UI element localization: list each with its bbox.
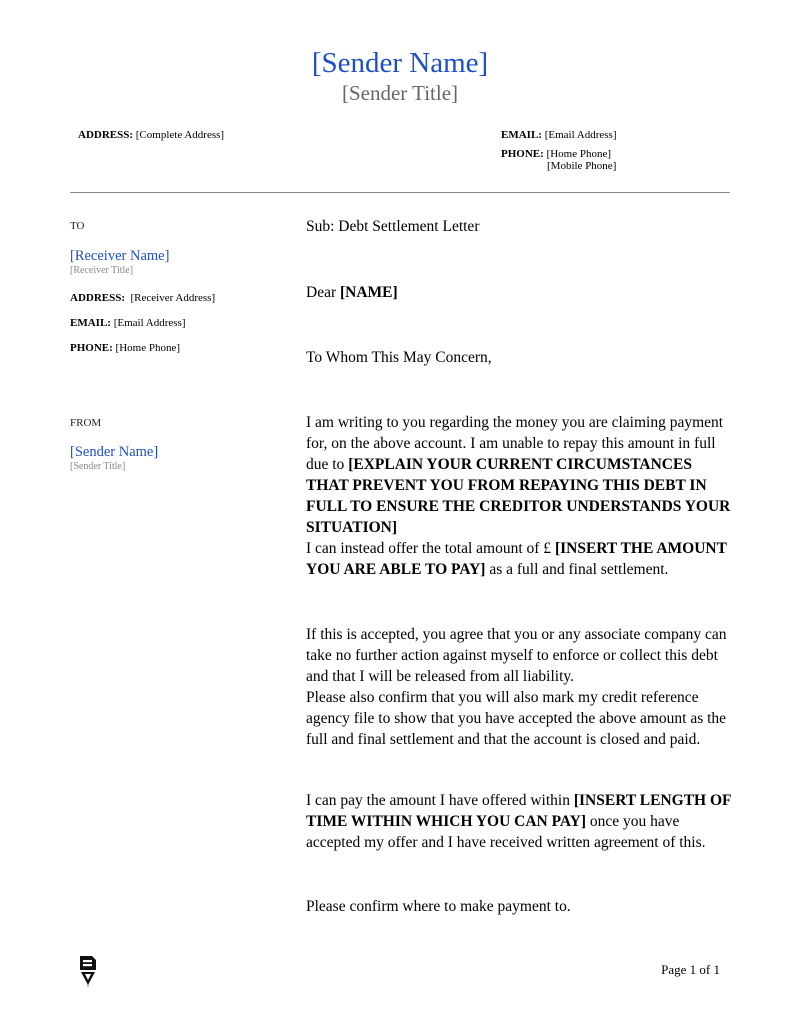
paragraph-1-main [306,412,736,538]
receiver-name: [Receiver Name] [70,248,170,264]
greeting: To Whom This May Concern, [306,349,492,366]
page-number: Page 1 of 1 [661,962,720,977]
p1-placeholder-amount: [INSERT THE AMOUNT YOU ARE ABLE TO PAY] [306,540,727,578]
paragraph-2-text: If this is accepted, you agree that you or any associate company can take no further action against myself to enforce or collect this debt and that I will be released from all liability. [306,626,727,685]
header-phone-mobile: [Mobile Phone] [547,160,617,172]
sender-name: [Sender Name] [311,47,489,79]
p4-text-a: I can pay the amount I have offered within [306,792,574,809]
receiver-address-label: ADDRESS: [70,292,126,304]
to-label: TO [70,220,85,232]
receiver-title: [Receiver Title] [70,265,134,276]
header-address [78,129,224,142]
receiver-email-value: [Email Address] [113,317,186,329]
paragraph-1-offer [306,538,736,580]
receiver-phone-value: [Home Phone] [115,342,180,354]
header-phone-label: PHONE: [501,148,544,160]
p4-placeholder-length: [INSERT LENGTH OF TIME WITHIN WHICH YOU CAN PAY] [306,792,731,830]
from-title: [Sender Title] [70,461,126,472]
receiver-email [70,317,186,329]
from-name: [Sender Name] [70,444,159,460]
paragraph-4-text [306,790,736,853]
from-label: FROM [70,417,102,429]
subject-line: Sub: Debt Settlement Letter [306,218,480,235]
header-email-label: EMAIL: [501,129,542,141]
paragraph-2 [306,624,736,750]
receiver-phone-label: PHONE: [70,342,113,354]
receiver-address-value: [Receiver Address] [130,292,216,304]
salutation [306,282,736,303]
header-address-label: ADDRESS: [78,129,134,141]
salutation-prefix: Dear [306,284,340,301]
p1-text-e: as a full and final settlement. [485,561,669,578]
paragraph-3-text: Please also confirm that you will also mark my credit reference agency file to show that you have accepted the above amount as the full and final settlement and that the account is closed and paid. [306,689,727,748]
header-email [501,129,617,142]
paragraph-1 [306,412,736,580]
paragraph-5: Please confirm where to make payment to. [306,898,571,915]
paragraph-4 [306,790,736,853]
p1-placeholder-circumstances: [EXPLAIN YOUR CURRENT CIRCUMSTANCES THAT PREVENT YOU FROM REPAYING THIS DEBT IN FULL TO ENSURE THE CREDITOR UNDERSTANDS YOUR SITUATION] [306,456,731,536]
receiver-phone [70,342,180,354]
p4-text-c: once you have accepted my offer and I have received written agreement of this. [306,813,706,851]
header-phone-home: [Home Phone] [546,148,611,160]
p1-text-a: I am writing to you regarding the money you are claiming payment for, on the above account. I am unable to repay this amount in full due to [306,414,724,473]
header-divider [70,192,730,193]
header-address-value: [Complete Address] [135,129,225,141]
pen-nib-logo-icon [78,955,98,987]
sender-title: [Sender Title] [341,81,459,105]
receiver-address [70,292,215,304]
salutation-name: [NAME] [340,284,398,301]
header-email-value: [Email Address] [544,129,617,141]
p1-text-c: I can instead offer the total amount of £ [306,540,555,557]
receiver-email-label: EMAIL: [70,317,111,329]
